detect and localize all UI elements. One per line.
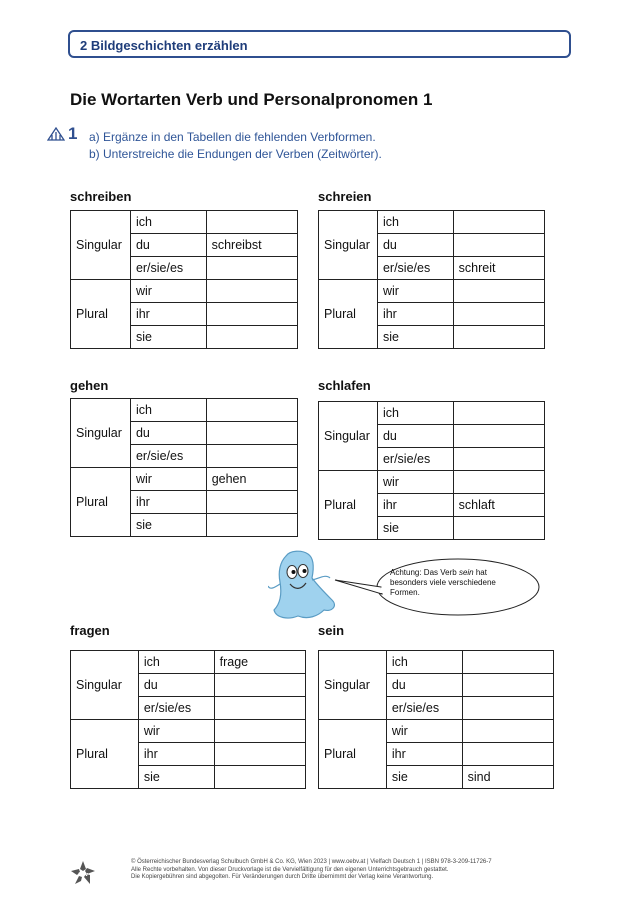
pronoun-cell: er/sie/es	[130, 257, 206, 280]
pronoun-cell: sie	[377, 326, 453, 349]
pronoun-cell: ich	[377, 211, 453, 234]
pronoun-cell: ich	[130, 211, 206, 234]
pronoun-cell: ihr	[138, 743, 214, 766]
pronoun-cell: du	[377, 234, 453, 257]
pronoun-cell: sie	[130, 514, 206, 537]
verb-table-schlafen	[318, 401, 545, 540]
verb-form-cell[interactable]	[206, 422, 297, 445]
verb-form-cell[interactable]	[214, 674, 305, 697]
singular-label: Singular	[319, 211, 378, 280]
footer-line-2: Alle Rechte vorbehalten. Von dieser Druckvorlage ist die Vervielfältigung für den eigenen Unterrichtsgebrauch gestattet.	[131, 866, 449, 873]
pronoun-cell: wir	[130, 468, 206, 491]
verb-title-schreiben: schreiben	[70, 189, 132, 204]
pronoun-cell: er/sie/es	[386, 697, 462, 720]
verb-form-cell[interactable]	[214, 743, 305, 766]
verb-form-cell[interactable]	[453, 448, 544, 471]
publisher-logo	[70, 860, 96, 886]
verb-form-cell[interactable]	[214, 697, 305, 720]
pronoun-cell: wir	[138, 720, 214, 743]
verb-form-cell[interactable]	[453, 425, 544, 448]
plural-label: Plural	[319, 720, 387, 789]
singular-label: Singular	[319, 402, 378, 471]
singular-label: Singular	[71, 399, 131, 468]
pronoun-cell: er/sie/es	[377, 257, 453, 280]
singular-label: Singular	[71, 211, 131, 280]
pronoun-cell: sie	[377, 517, 453, 540]
footer-copyright	[131, 859, 601, 882]
verb-form-cell[interactable]	[214, 720, 305, 743]
verb-form-cell[interactable]	[206, 280, 297, 303]
verb-form-cell[interactable]	[206, 257, 297, 280]
pronoun-cell: wir	[377, 471, 453, 494]
verb-form-cell[interactable]	[453, 234, 544, 257]
verb-form-cell[interactable]: sind	[462, 766, 553, 789]
verb-form-cell[interactable]	[453, 402, 544, 425]
plural-label: Plural	[71, 468, 131, 537]
verb-form-cell[interactable]	[206, 326, 297, 349]
task-number: 1	[68, 124, 78, 143]
pronoun-cell: ich	[130, 399, 206, 422]
verb-form-cell[interactable]	[462, 651, 553, 674]
verb-form-cell[interactable]	[453, 471, 544, 494]
logo-text: öbv	[77, 872, 89, 878]
verb-title-schlafen: schlafen	[318, 378, 371, 393]
verb-form-cell[interactable]: schreibst	[206, 234, 297, 257]
verb-form-cell[interactable]: schreit	[453, 257, 544, 280]
pronoun-cell: du	[377, 425, 453, 448]
bubble-text-emphasis: sein	[458, 568, 474, 577]
pronoun-cell: ich	[138, 651, 214, 674]
bubble-text-start: Achtung: Das Verb	[390, 568, 459, 577]
pronoun-cell: ihr	[130, 491, 206, 514]
verb-table-schreiben	[70, 210, 298, 349]
verb-form-cell[interactable]	[206, 491, 297, 514]
verb-title-gehen: gehen	[70, 378, 109, 393]
verb-form-cell[interactable]	[453, 517, 544, 540]
pronoun-cell: du	[386, 674, 462, 697]
plural-label: Plural	[71, 280, 131, 349]
pronoun-cell: sie	[386, 766, 462, 789]
pronoun-cell: wir	[386, 720, 462, 743]
verb-form-cell[interactable]	[462, 720, 553, 743]
singular-label: Singular	[71, 651, 139, 720]
plural-label: Plural	[319, 471, 378, 540]
pronoun-cell: er/sie/es	[377, 448, 453, 471]
verb-form-cell[interactable]	[206, 399, 297, 422]
verb-form-cell[interactable]	[462, 743, 553, 766]
verb-table-schreien	[318, 210, 545, 349]
pronoun-cell: ich	[386, 651, 462, 674]
verb-title-fragen: fragen	[70, 623, 110, 638]
pronoun-cell: wir	[377, 280, 453, 303]
page-title: Die Wortarten Verb und Personalpronomen 1	[70, 90, 433, 109]
chapter-title: 2 Bildgeschichten erzählen	[80, 38, 248, 53]
pronoun-cell: ihr	[377, 303, 453, 326]
pronoun-cell: ihr	[386, 743, 462, 766]
verb-form-cell[interactable]	[453, 326, 544, 349]
difficulty-triangle-icon	[47, 127, 65, 141]
singular-label: Singular	[319, 651, 387, 720]
pronoun-cell: du	[130, 234, 206, 257]
pronoun-cell: ich	[377, 402, 453, 425]
verb-form-cell[interactable]: schlaft	[453, 494, 544, 517]
pronoun-cell: du	[130, 422, 206, 445]
verb-form-cell[interactable]	[453, 280, 544, 303]
pronoun-cell: du	[138, 674, 214, 697]
verb-form-cell[interactable]	[206, 514, 297, 537]
verb-table-fragen	[70, 650, 306, 789]
verb-form-cell[interactable]	[453, 211, 544, 234]
verb-table-sein	[318, 650, 554, 789]
bubble-text-end: hat besonders viele verschiedene Formen.	[390, 568, 496, 597]
verb-title-schreien: schreien	[318, 189, 372, 204]
pronoun-cell: ihr	[130, 303, 206, 326]
verb-title-sein: sein	[318, 623, 345, 638]
footer-line-1: © Österreichischer Bundesverlag Schulbuch GmbH & Co. KG, Wien 2023 | www.oebv.at | Vielfach Deutsch 1 | ISBN 978-3-209-11726-7	[131, 859, 492, 865]
verb-form-cell[interactable]	[206, 303, 297, 326]
verb-form-cell[interactable]	[206, 211, 297, 234]
plural-label: Plural	[71, 720, 139, 789]
verb-form-cell[interactable]: frage	[214, 651, 305, 674]
pronoun-cell: ihr	[377, 494, 453, 517]
pronoun-cell: er/sie/es	[138, 697, 214, 720]
verb-form-cell[interactable]	[214, 766, 305, 789]
task-instruction-b: b) Unterstreiche die Endungen der Verben (Zeitwörter).	[89, 147, 382, 161]
verb-form-cell[interactable]	[453, 303, 544, 326]
footer-line-3: Die Kopiergebühren sind abgegolten. Für Veränderungen durch Dritte übernimmt der Verlag keine Verantwortung.	[131, 874, 434, 881]
pronoun-cell: wir	[130, 280, 206, 303]
plural-label: Plural	[319, 280, 378, 349]
pronoun-cell: er/sie/es	[130, 445, 206, 468]
verb-form-cell[interactable]	[462, 697, 553, 720]
chapter-header	[68, 30, 571, 58]
task-instruction-a: a) Ergänze in den Tabellen die fehlenden Verbformen.	[89, 130, 376, 144]
speech-bubble-text	[390, 568, 520, 598]
pronoun-cell: sie	[138, 766, 214, 789]
verb-table-gehen	[70, 398, 298, 537]
verb-form-cell[interactable]: gehen	[206, 468, 297, 491]
verb-form-cell[interactable]	[206, 445, 297, 468]
verb-form-cell[interactable]	[462, 674, 553, 697]
pronoun-cell: sie	[130, 326, 206, 349]
